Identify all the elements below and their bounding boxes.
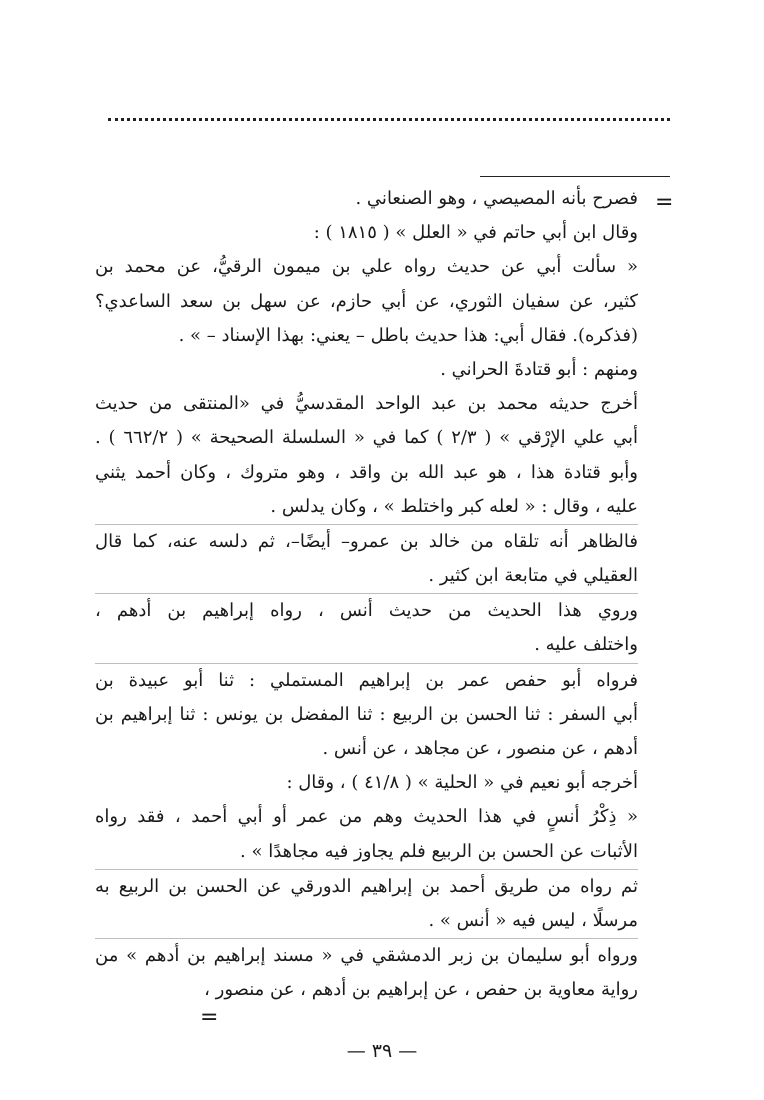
dotted-separator <box>108 118 670 121</box>
text-line-9: وأبو قتادة هذا ، هو عبد الله بن واقد ، وهو متروك ، وكان أحمد يثني <box>95 461 638 483</box>
text-line-11: فالظاهر أنه تلقاه من خالد بن عمرو– أيضًا–، ثم دلسه عنه، كما قال <box>95 524 638 559</box>
text-line-7: أخرج حديثه محمد بن عبد الواحد المقدسيُّ في «المنتقى من حديث <box>95 393 638 415</box>
text-line-12: العقيلي في متابعة ابن كثير . <box>428 565 638 587</box>
text-line-16: أبي السفر : ثنا الحسن بن الربيع : ثنا المفضل بن يونس : ثنا إبراهيم بن <box>95 703 638 725</box>
footnote-text <box>95 182 638 1008</box>
text-line-1: فصرح بأنه المصيصي ، وهو الصنعاني . <box>355 188 638 209</box>
text-line-13: وروي هذا الحديث من حديث أنس ، رواه إبراهيم بن أدهم ، <box>95 593 638 628</box>
text-line-22: مرسلًا ، ليس فيه « أنس » . <box>428 909 638 931</box>
text-line-21: ثم رواه من طريق أحمد بن إبراهيم الدورقي عن الحسن بن الربيع به <box>95 869 638 904</box>
text-line-15: فرواه أبو حفص عمر بن إبراهيم المستملي : ثنا أبو عبيدة بن <box>95 663 638 698</box>
text-line-6: ومنهم : أبو قتادةَ الحراني . <box>440 358 638 380</box>
text-line-17: أدهم ، عن منصور ، عن مجاهد ، عن أنس . <box>322 738 638 759</box>
text-line-24: رواية معاوية بن حفص ، عن إبراهيم بن أدهم ، عن منصور ، <box>204 979 638 1001</box>
text-line-4: كثير، عن سفيان الثوري، عن أبي حازم، عن سهل بن سعد الساعدي؟ <box>95 290 638 312</box>
continuation-marker-bottom: = <box>200 1005 219 1030</box>
text-line-14: واختلف عليه . <box>534 634 638 656</box>
footnote-rule <box>480 176 670 177</box>
text-line-19: « ذِكْرُ أنسٍ في هذا الحديث وهم من عمر أو أبي أحمد ، فقد رواه <box>95 806 638 828</box>
text-line-18: أخرجه أبو نعيم في « الحلية » ( ٤١/٨ ) ، وقال : <box>286 772 638 794</box>
continuation-marker-top: = <box>655 190 674 215</box>
text-line-8: أبي علي الإرْقي » ( ٢/٣ ) كما في « السلسلة الصحيحة » ( ٦٦٢/٢ ) . <box>95 427 638 449</box>
page-number: — ٣٩ — <box>346 1040 418 1062</box>
text-line-5: (فذكره). فقال أبي: هذا حديث باطل – يعني: بهذا الإسناد – » . <box>178 324 638 346</box>
text-line-3: « سألت أبي عن حديث رواه علي بن ميمون الرقيُّ، عن محمد بن <box>95 256 638 278</box>
text-line-10: عليه ، وقال : « لعله كبر واختلط » ، وكان يدلس . <box>270 495 638 517</box>
text-line-23: ورواه أبو سليمان بن زبر الدمشقي في « مسند إبراهيم بن أدهم » من <box>95 938 638 973</box>
text-line-2: وقال ابن أبي حاتم في « العلل » ( ١٨١٥ ) : <box>313 222 638 244</box>
text-line-20: الأثبات عن الحسن بن الربيع فلم يجاوز فيه مجاهدًا » . <box>240 840 638 862</box>
